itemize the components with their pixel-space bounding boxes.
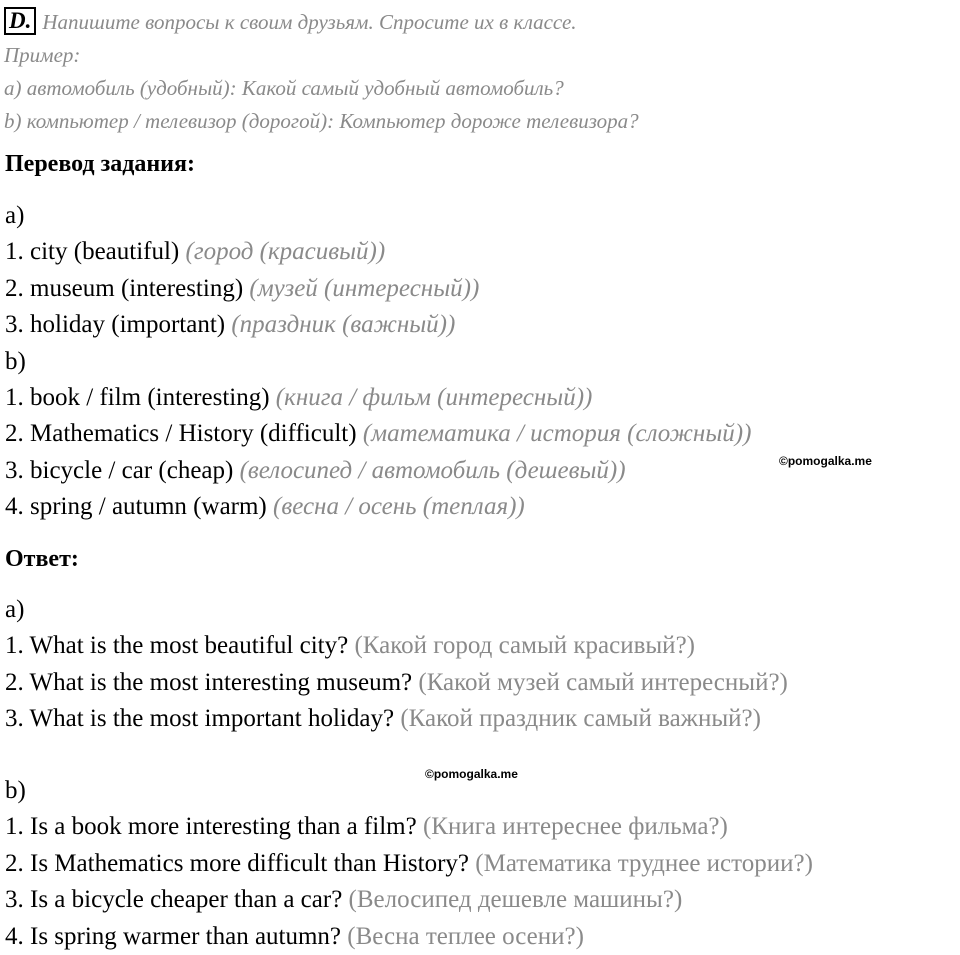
item-russian: (Велосипед дешевле машины?)	[348, 886, 683, 914]
item-russian: (Какой музей самый интересный?)	[418, 668, 788, 696]
translation-part-b-label: b)	[5, 347, 26, 375]
item-russian: (Какой праздник самый важный?)	[400, 705, 761, 733]
translation-list	[5, 198, 955, 526]
watermark: ©pomogalka.me	[425, 767, 518, 781]
item-english: 1. What is the most beautiful city?	[5, 632, 355, 660]
list-item	[5, 234, 955, 270]
answer-part-b-label: b)	[5, 777, 26, 804]
item-english: 2. Is Mathematics more difficult than History?	[5, 849, 476, 877]
task-instruction: Напишите вопросы к своим друзьям. Спросите их в классе.	[42, 10, 577, 34]
translation-part-a-label: a)	[5, 202, 25, 229]
list-item	[5, 809, 955, 845]
item-russian: (Какой город самый красивый?)	[354, 632, 695, 660]
item-english: 2. Mathematics / History (difficult)	[5, 420, 363, 448]
item-english: 4. Is spring warmer than autumn?	[5, 922, 348, 950]
list-item	[5, 882, 955, 918]
item-russian: (велосипед / автомобиль (дешевый))	[239, 456, 626, 484]
task-instruction-line	[4, 6, 954, 39]
list-item	[5, 846, 955, 882]
example-b: b) компьютер / телевизор (дорогой): Компьютер дороже телевизора?	[4, 109, 639, 133]
item-russian: (Математика труднее истории?)	[475, 849, 813, 877]
answer-heading: Ответ:	[5, 546, 79, 572]
list-item	[5, 489, 955, 525]
example-a: а) автомобиль (удобный): Какой самый удобный автомобиль?	[4, 76, 564, 100]
watermark: ©pomogalka.me	[779, 454, 872, 468]
item-english: 3. holiday (important)	[5, 311, 232, 339]
task-letter-badge: D.	[4, 7, 36, 35]
item-english: 3. bicycle / car (cheap)	[5, 456, 240, 484]
item-english: 3. What is the most important holiday?	[5, 705, 401, 733]
task-header	[4, 6, 954, 138]
example-label: Пример:	[4, 43, 81, 67]
item-russian: (праздник (важный))	[231, 311, 456, 339]
list-item	[5, 665, 955, 701]
list-item	[5, 307, 955, 343]
item-english: 3. Is a bicycle cheaper than a car?	[5, 886, 349, 914]
list-item	[5, 701, 955, 737]
item-english: 1. Is a book more interesting than a film?	[5, 813, 423, 841]
answer-list-b	[5, 773, 955, 955]
list-item	[5, 271, 955, 307]
item-russian: (математика / история (сложный))	[362, 420, 752, 448]
list-item	[5, 919, 955, 955]
item-english: 2. What is the most interesting museum?	[5, 668, 419, 696]
list-item	[5, 416, 955, 452]
item-russian: (Весна теплее осени?)	[347, 922, 584, 950]
answer-list-a	[5, 592, 955, 738]
item-english: 1. book / film (interesting)	[5, 383, 276, 411]
translation-heading: Перевод задания:	[5, 151, 195, 177]
list-item	[5, 380, 955, 416]
item-russian: (книга / фильм (интересный))	[275, 383, 593, 411]
answer-part-a-label: a)	[5, 596, 25, 623]
item-russian: (музей (интересный))	[249, 274, 480, 302]
list-item	[5, 628, 955, 664]
item-english: 4. spring / autumn (warm)	[5, 493, 274, 521]
item-russian: (весна / осень (теплая))	[273, 493, 525, 521]
item-english: 1. city (beautiful)	[5, 238, 186, 266]
item-english: 2. museum (interesting)	[5, 274, 250, 302]
item-russian: (город (красивый))	[185, 238, 386, 266]
item-russian: (Книга интереснее фильма?)	[422, 813, 728, 841]
